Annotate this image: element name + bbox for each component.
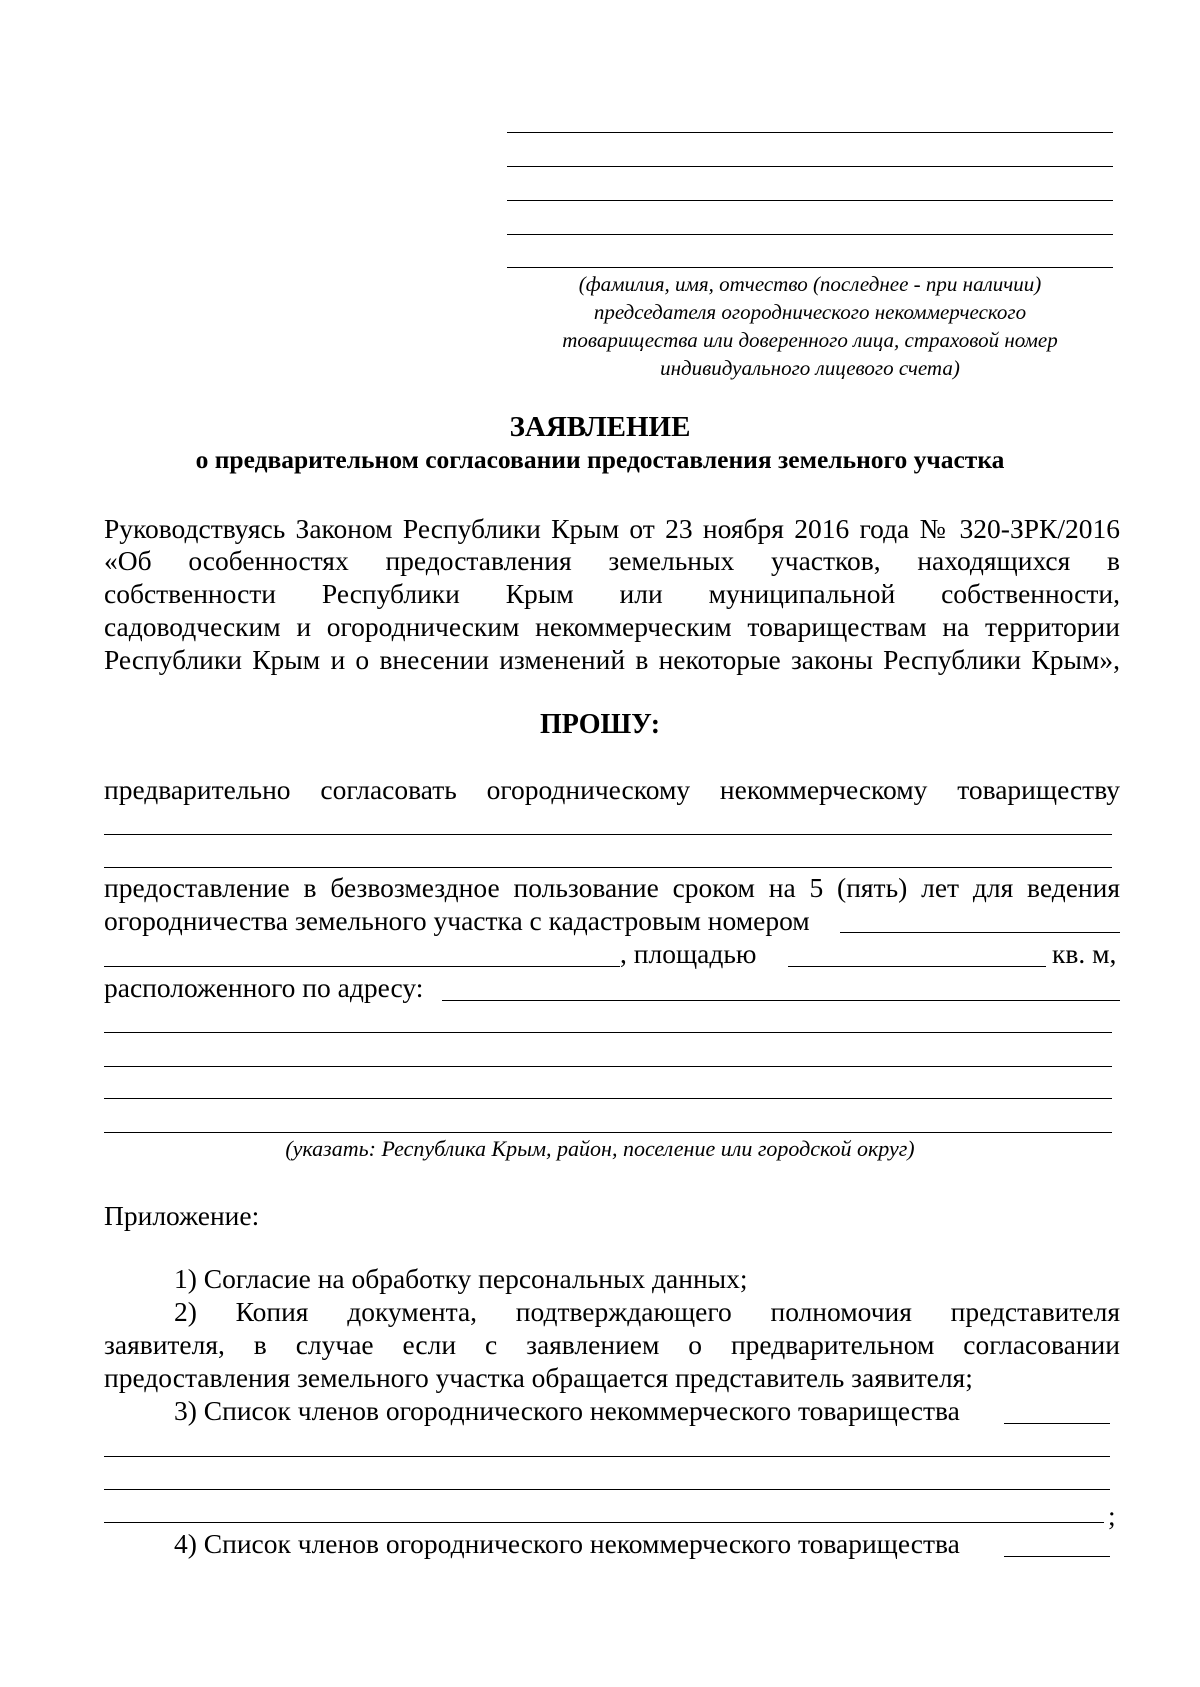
- applicant-blank-line-4: [507, 234, 1113, 235]
- attachment-item-2-line: 2) Копия документа, подтверждающего полномочия представителя: [174, 1296, 1120, 1327]
- item3-blank-4: [104, 1522, 1104, 1523]
- area-unit: кв. м,: [1052, 938, 1117, 969]
- attachment-item-2-line: заявителя, в случае если с заявлением о предварительном согласовании: [104, 1329, 1120, 1360]
- item3-blank-1: [1004, 1423, 1110, 1424]
- cadastral-number-blank-continued: [104, 966, 620, 967]
- area-label: , площадью: [620, 938, 757, 969]
- attachment-item-1: 1) Согласие на обработку персональных данных;: [174, 1263, 748, 1294]
- request-line-1: предварительно согласовать огородническому некоммерческому товариществу: [104, 774, 1120, 805]
- request-line-3: огородничества земельного участка с кадастровым номером: [104, 905, 810, 936]
- caption-line: председателя огороднического некоммерческого: [593, 300, 1027, 324]
- address-blank-5: [104, 1132, 1112, 1133]
- address-blank-2: [104, 1032, 1112, 1033]
- intro-line: собственности Республики Крым или муниципальной собственности,: [104, 578, 1120, 609]
- applicant-blank-line-1: [507, 132, 1113, 133]
- applicant-blank-line-2: [507, 166, 1113, 167]
- address-blank-3: [104, 1066, 1112, 1067]
- item3-terminator: ;: [1108, 1500, 1116, 1531]
- address-blank-4: [104, 1098, 1112, 1099]
- document-subtitle: о предварительном согласовании предоставления земельного участка: [195, 445, 1005, 474]
- partnership-name-blank-1: [104, 834, 1112, 835]
- attachments-heading: Приложение:: [104, 1200, 260, 1231]
- attachment-item-4: 4) Список членов огороднического некоммерческого товарищества: [174, 1528, 960, 1559]
- request-heading: ПРОШУ:: [539, 709, 661, 740]
- item3-blank-3: [104, 1489, 1110, 1490]
- request-line-2: предоставление в безвозмездное пользование сроком на 5 (пять) лет для ведения: [104, 872, 1120, 903]
- cadastral-number-blank: [840, 932, 1120, 933]
- attachment-item-2-line: предоставления земельного участка обращается представитель заявителя;: [104, 1362, 973, 1393]
- applicant-caption: [490, 270, 1130, 382]
- item4-blank: [1004, 1556, 1110, 1557]
- intro-line: Руководствуясь Законом Республики Крым от 23 ноября 2016 года № 320-ЗРК/2016: [104, 513, 1120, 544]
- applicant-blank-line-3: [507, 200, 1113, 201]
- caption-line: (фамилия, имя, отчество (последнее - при наличии): [578, 272, 1042, 296]
- caption-line: индивидуального лицевого счета): [660, 356, 960, 380]
- attachment-item-3: 3) Список членов огороднического некоммерческого товарищества: [174, 1395, 960, 1426]
- address-label: расположенного по адресу:: [104, 972, 424, 1003]
- intro-line: «Об особенностях предоставления земельных участков, находящихся в: [104, 545, 1120, 576]
- applicant-blank-line-5: [507, 267, 1113, 268]
- partnership-name-blank-2: [104, 867, 1112, 868]
- area-blank: [788, 966, 1046, 967]
- caption-line: товарищества или доверенного лица, страховой номер: [562, 328, 1058, 352]
- address-blank-1: [442, 1000, 1120, 1001]
- intro-line: Республики Крым и о внесении изменений в некоторые законы Республики Крым»,: [104, 644, 1120, 675]
- item3-blank-2: [104, 1456, 1110, 1457]
- intro-line: садоводческим и огородническим некоммерческим товариществам на территории: [104, 611, 1120, 642]
- document-title: ЗАЯВЛЕНИЕ: [509, 411, 691, 443]
- address-caption: (указать: Республика Крым, район, поселение или городской округ): [285, 1136, 915, 1161]
